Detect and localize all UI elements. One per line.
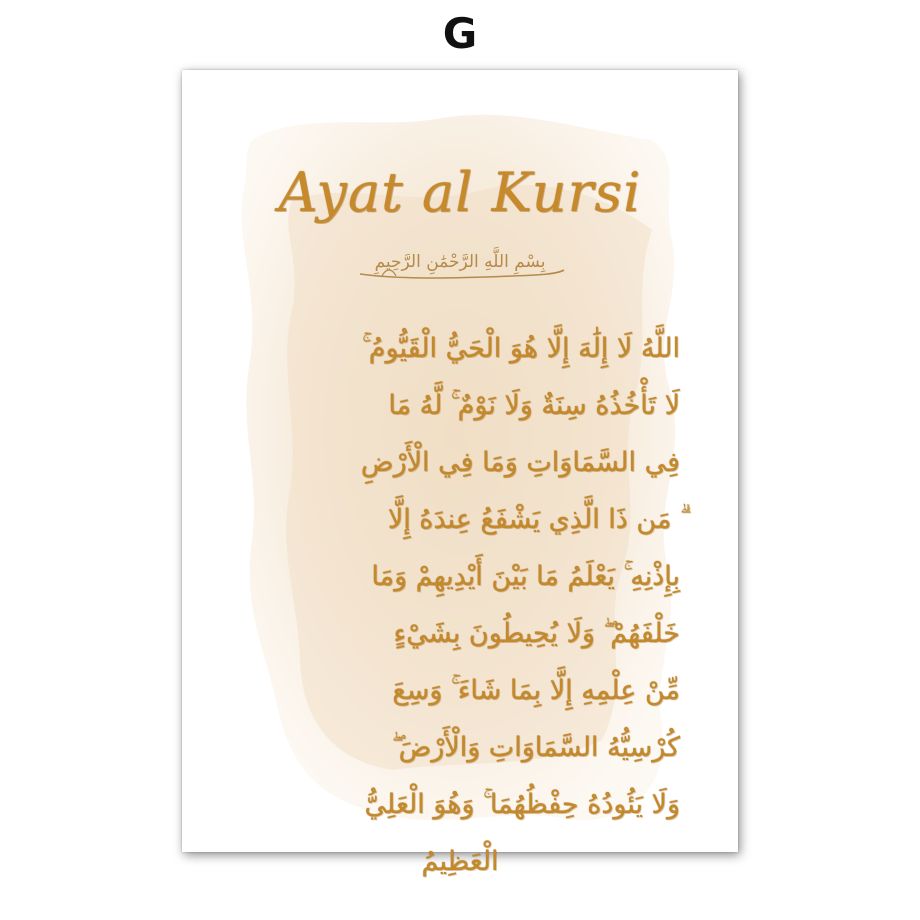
verse-line: مِّنْ عِلْمِهِ إِلَّا بِمَا شَاءَ ۚ وَسِعَ — [392, 675, 680, 706]
verse-line: كُرْسِيُّهُ السَّمَاوَاتِ وَالْأَرْضَ ۖ — [391, 732, 680, 763]
verse-line: اللَّهُ لَا إِلَٰهَ إِلَّا هُوَ الْحَيُّ الْقَيُّومُ ۚ — [362, 333, 680, 364]
verse-line: الْعَظِيمُ — [421, 846, 499, 877]
basmala-text: بِسْمِ اللَّهِ الرَّحْمَٰنِ الرَّحِيمِ — [374, 252, 546, 272]
poster-title: Ayat al Kursi — [278, 161, 642, 224]
verse-line: لَا تَأْخُذُهُ سِنَةٌ وَلَا نَوْمٌ ۚ لَّهُ مَا — [388, 390, 680, 421]
verse-lines — [240, 320, 680, 890]
verse-line: وَلَا يَئُودُهُ حِفْظُهُمَا ۚ وَهُوَ الْعَلِيُّ — [364, 789, 680, 820]
verse-line: ۗ مَن ذَا الَّذِي يَشْفَعُ عِندَهُ إِلَّا — [387, 504, 680, 535]
verse-line: فِي السَّمَاوَاتِ وَمَا فِي الْأَرْضِ — [360, 447, 680, 478]
variant-label: G — [442, 9, 478, 58]
poster-print — [182, 70, 738, 877]
verse-line: خَلْفَهُمْ ۖ وَلَا يُحِيطُونَ بِشَيْءٍ — [393, 618, 680, 649]
basmala-calligraphy — [342, 248, 578, 284]
verse-line: بِإِذْنِهِ ۚ يَعْلَمُ مَا بَيْنَ أَيْدِيهِمْ وَمَا — [371, 561, 680, 592]
